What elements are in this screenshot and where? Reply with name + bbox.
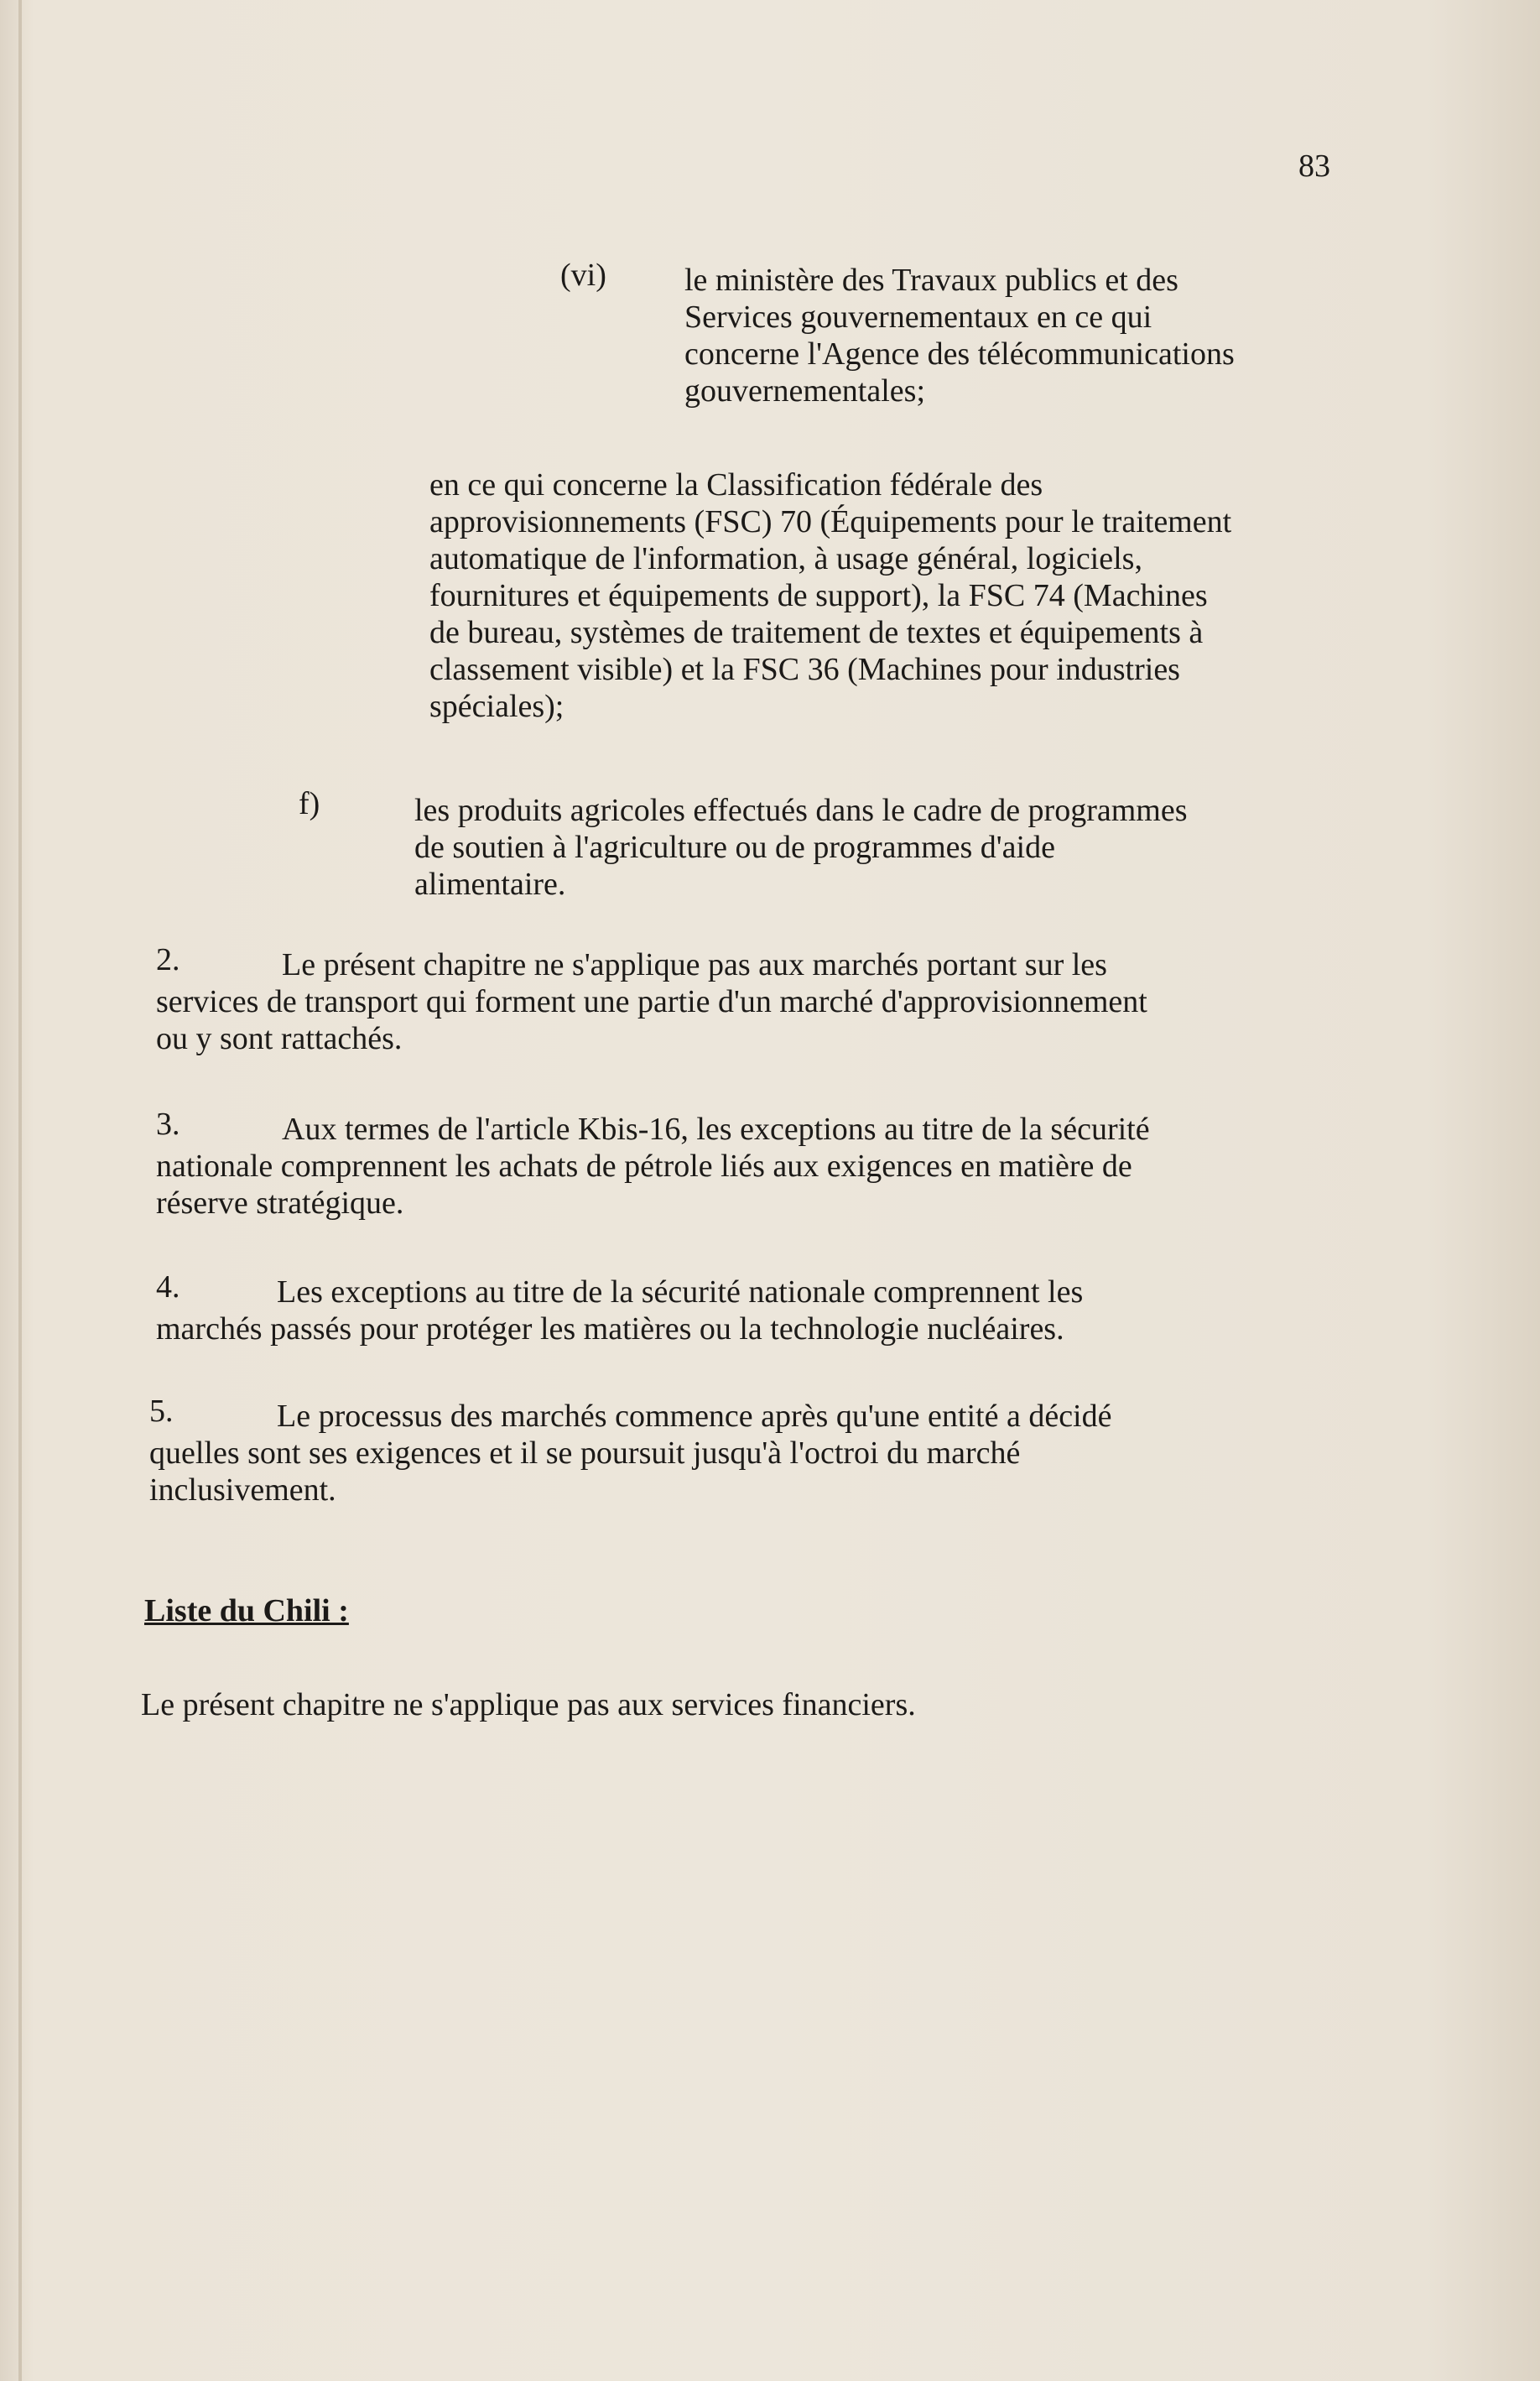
- item-vi-text: le ministère des Travaux publics et des Services gouvernementaux en ce qui concerne l'Agence des télécommunications gouvernementales;: [684, 263, 1235, 409]
- chile-list-text: Le présent chapitre ne s'applique pas aux services financiers.: [141, 1687, 916, 1722]
- page-spine-shadow: [18, 0, 22, 2381]
- paragraph-4-body: marchés passés pour protéger les matières ou la technologie nucléaires.: [156, 1311, 1064, 1347]
- paragraph-3-body: nationale comprennent les achats de pétrole liés aux exigences en matière de réserve stratégique.: [156, 1149, 1132, 1221]
- page-number: 83: [1298, 148, 1330, 184]
- paragraph-2-first-line: Le présent chapitre ne s'applique pas aux marchés portant sur les: [282, 947, 1107, 982]
- paragraph-5-body: quelles sont ses exigences et il se poursuit jusqu'à l'octroi du marché inclusivement.: [149, 1435, 1021, 1508]
- paragraph-4-number: 4.: [156, 1269, 180, 1305]
- paragraph-5-number: 5.: [149, 1394, 174, 1429]
- paragraph-3-first-line: Aux termes de l'article Kbis-16, les exceptions au titre de la sécurité: [282, 1112, 1150, 1147]
- chile-list-heading: Liste du Chili :: [144, 1593, 349, 1628]
- paragraph-3-number: 3.: [156, 1107, 180, 1142]
- paragraph-4-first-line: Les exceptions au titre de la sécurité nationale comprennent les: [277, 1274, 1084, 1310]
- paragraph-2-number: 2.: [156, 942, 180, 977]
- paragraph-5-first-line: Le processus des marchés commence après qu'une entité a décidé: [277, 1399, 1112, 1434]
- item-vi-label: (vi): [560, 258, 606, 293]
- fsc-paragraph: en ce qui concerne la Classification fédérale des approvisionnements (FSC) 70 (Équipements pour le traitement automatique de l'information, à usage général, logiciels, fournitures et équipements de support), la FSC 74 (Machines de bureau, systèmes de traitement de textes et équipements à classement visible) et la FSC 36 (Machines pour industries spéciales);: [429, 467, 1232, 724]
- paragraph-2-body: services de transport qui forment une partie d'un marché d'approvisionnement ou y sont rattachés.: [156, 984, 1147, 1056]
- item-f-label: f): [299, 786, 320, 821]
- item-f-text: les produits agricoles effectués dans le cadre de programmes de soutien à l'agriculture ou de programmes d'aide alimentaire.: [414, 793, 1188, 902]
